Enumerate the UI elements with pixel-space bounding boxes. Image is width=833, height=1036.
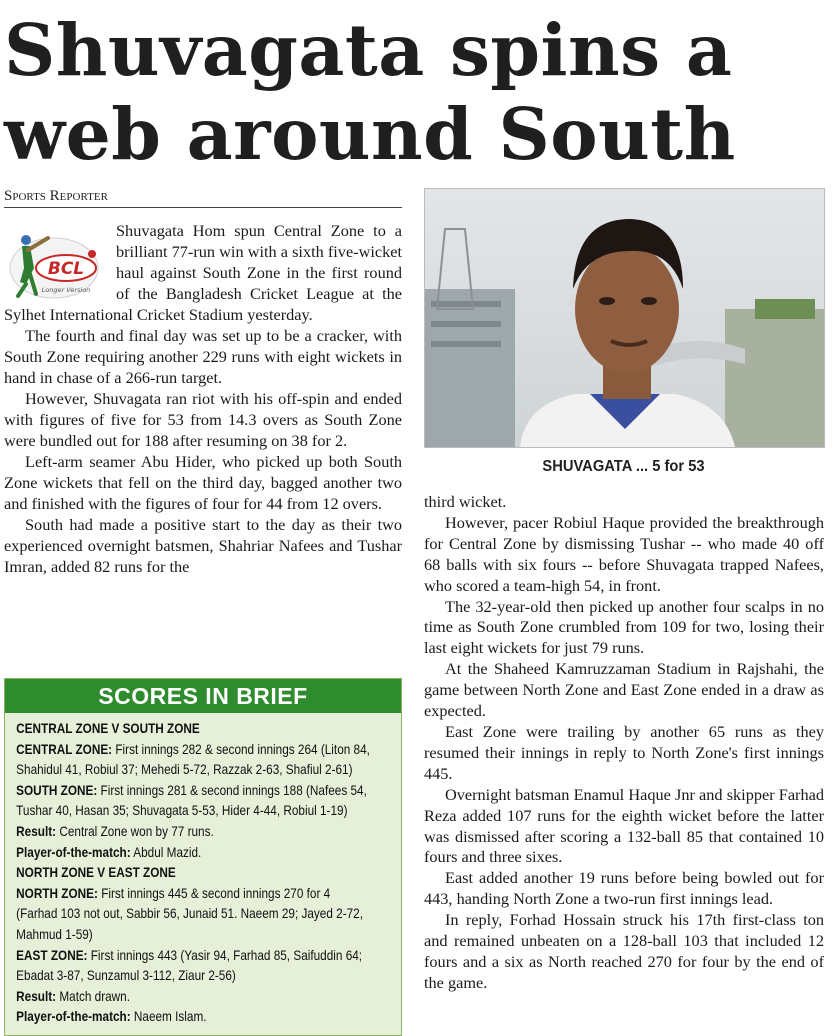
paragraph: The fourth and final day was set up to be a cracker, with South Zone requiring another 229 runs with eight wickets in hand in chase of a 266-run target. bbox=[4, 326, 402, 387]
article-column-right bbox=[424, 492, 824, 1036]
paragraph: third wicket. bbox=[424, 492, 507, 511]
paragraph: Shuvagata Hom spun Central Zone to a brilliant 77-run win with a sixth five-wicket haul against South Zone in the first round of the Bangladesh Cricket League at the Sylhet International Cricket Stadium yesterday. bbox=[4, 221, 402, 324]
logo-subtext: Longer Version bbox=[41, 286, 91, 294]
bcl-logo bbox=[4, 224, 108, 302]
scores-body bbox=[5, 713, 386, 1028]
score-text: Tushar 40, Hasan 35; Shuvagata 5-53, Hider 4-44, Robiul 1-19) bbox=[16, 803, 348, 819]
result-value: Central Zone won by 77 runs. bbox=[56, 823, 214, 839]
score-text: Shahidul 41, Robiul 37; Mehedi 5-72, Razzak 2-63, Shafiul 2-61) bbox=[16, 762, 353, 778]
score-text: First innings 282 & second innings 264 (Liton 84, bbox=[112, 741, 370, 757]
result-label: Result: bbox=[16, 988, 57, 1004]
score-text: (Farhad 103 not out, Sabbir 56, Junaid 51. Naeem 29; Jayed 2-72, bbox=[16, 906, 364, 922]
score-text: First innings 281 & second innings 188 (Nafees 54, bbox=[97, 782, 367, 798]
potm-label: Player-of-the-match: bbox=[16, 844, 131, 860]
paragraph: The 32-year-old then picked up another four scalps in no time as South Zone crumbled from 109 for two, losing their last eight wickets for just 79 runs. bbox=[424, 596, 824, 658]
byline: Sports Reporter bbox=[4, 188, 402, 208]
score-text: Mahmud 1-59) bbox=[16, 926, 93, 942]
score-text: Ebadat 3-87, Sunzamul 3-112, Ziaur 2-56) bbox=[16, 968, 236, 984]
paragraph: East added another 19 runs before being bowled out for 443, handing North Zone a two-run first innings lead. bbox=[424, 868, 824, 909]
player-photo bbox=[424, 188, 825, 448]
potm-value: Naeem Islam. bbox=[130, 1009, 207, 1025]
match-heading: NORTH ZONE V EAST ZONE bbox=[16, 865, 176, 881]
match-heading: CENTRAL ZONE V SOUTH ZONE bbox=[16, 721, 200, 736]
score-text: First innings 445 & second innings 270 for 4 bbox=[97, 885, 331, 901]
scores-title: SCORES IN BRIEF bbox=[5, 679, 401, 713]
paragraph: However, Shuvagata ran riot with his off-spin and ended with figures of five for 53 from 14.3 overs as South Zone were bundled out for 188 after resuming on 38 for 2. bbox=[4, 389, 402, 450]
potm-value: Abdul Mazid. bbox=[130, 844, 202, 860]
team-label: NORTH ZONE: bbox=[16, 885, 98, 901]
logo-text: BCL bbox=[47, 259, 85, 279]
article-column-left bbox=[4, 220, 402, 670]
paragraph: In reply, Forhad Hossain struck his 17th first-class ton and remained unbeaten on a 128-ball 103 that included 12 fours and a six as North reached 270 for four by the end of the game. bbox=[424, 910, 824, 992]
scores-in-brief-box bbox=[4, 678, 402, 1036]
potm-label: Player-of-the-match: bbox=[16, 1009, 131, 1025]
cricket-batsman-icon bbox=[4, 224, 108, 302]
paragraph: East Zone were trailing by another 65 runs as they resumed their innings in reply to North Zone's first innings 445. bbox=[424, 721, 824, 783]
paragraph: South had made a positive start to the day as their two experienced overnight batsmen, Shahriar Nafees and Tushar Imran, added 82 runs for the bbox=[4, 515, 402, 576]
team-label: SOUTH ZONE: bbox=[16, 782, 98, 798]
paragraph: Overnight batsman Enamul Haque Jnr and skipper Farhad Reza added 107 runs for the eighth wicket before the latter was dismissed after scoring a 132-ball 85 that contained 10 fours and three sixes. bbox=[424, 784, 824, 867]
photo-caption: SHUVAGATA ... 5 for 53 bbox=[542, 458, 705, 475]
headline: Shuvagata spins a web around South bbox=[4, 8, 736, 176]
paragraph: Left-arm seamer Abu Hider, who picked up both South Zone wickets that fell on the third day, bagged another two and finished with the figures of four for 44 from 12 overs. bbox=[4, 452, 402, 513]
paragraph: However, pacer Robiul Haque provided the breakthrough for Central Zone by dismissing Tushar -- who made 40 off 68 balls with six fours -- before Shuvagata trapped Nafees, who scored a team-high 54, in front. bbox=[424, 512, 824, 595]
result-label: Result: bbox=[16, 823, 57, 839]
team-label: CENTRAL ZONE: bbox=[16, 741, 113, 757]
result-value: Match drawn. bbox=[56, 988, 131, 1004]
paragraph: At the Shaheed Kamruzzaman Stadium in Rajshahi, the game between North Zone and East Zone ended in a draw as expected. bbox=[424, 659, 824, 721]
score-text: First innings 443 (Yasir 94, Farhad 85, Saifuddin 64; bbox=[87, 947, 363, 963]
team-label: EAST ZONE: bbox=[16, 947, 88, 963]
